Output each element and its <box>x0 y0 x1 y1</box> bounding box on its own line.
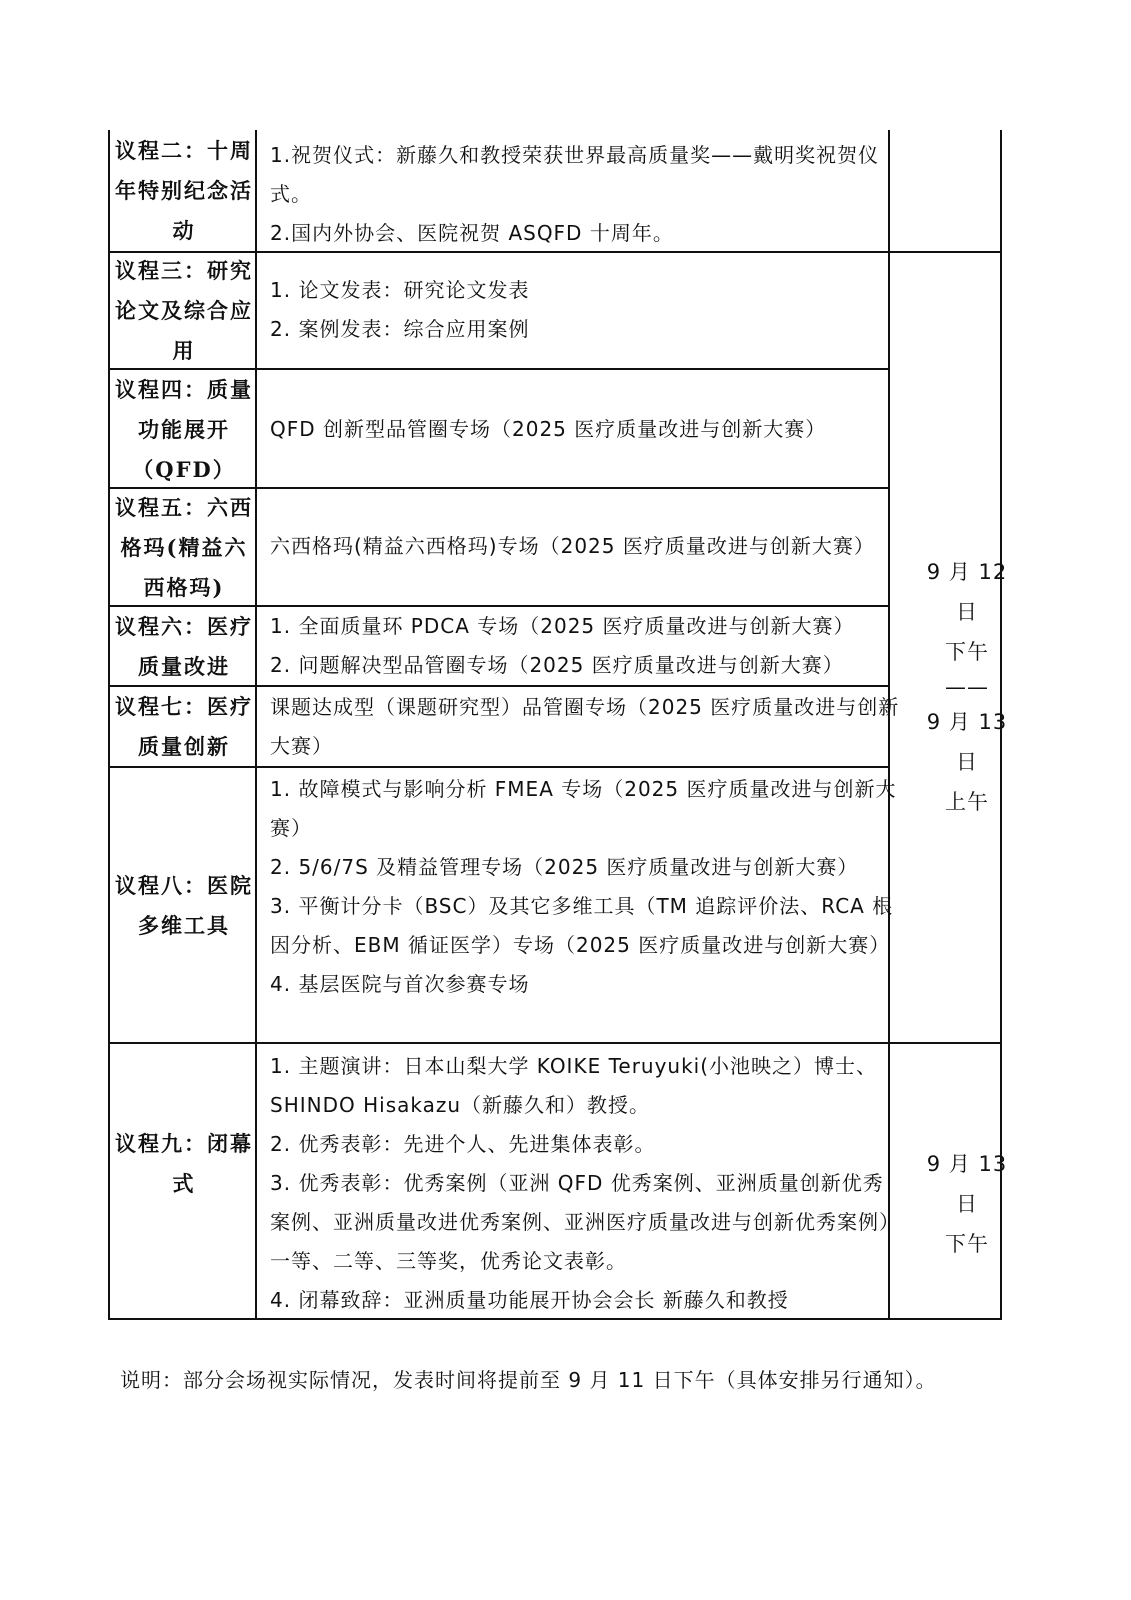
agenda-content <box>270 1047 900 1320</box>
agenda-content <box>270 607 900 685</box>
agenda-label: 议程六：医疗质量改进 <box>115 614 253 679</box>
row-line <box>108 1042 1002 1044</box>
agenda-line: 4. 基层医院与首次参赛专场 <box>270 972 530 996</box>
agenda-line: 1.祝贺仪式：新藤久和教授荣获世界最高质量奖——戴明奖祝贺仪式。 <box>270 143 880 206</box>
agenda-line: 2. 优秀表彰：先进个人、先进集体表彰。 <box>270 1132 656 1156</box>
agenda-line: 3. 平衡计分卡（BSC）及其它多维工具（TM 追踪评价法、RCA 根因分析、EBM 循证医学）专场（2025 医疗质量改进与创新大赛） <box>270 894 894 957</box>
time-line: 9 月 13 日 <box>926 710 1008 774</box>
agenda-line: 1. 全面质量环 PDCA 专场（2025 医疗质量改进与创新大赛） <box>270 614 855 638</box>
agenda-content <box>270 688 900 766</box>
agenda-line: 2. 案例发表：综合应用案例 <box>270 317 530 341</box>
footnote: 说明：部分会场视实际情况，发表时间将提前至 9 月 11 日下午（具体安排另行通知）。 <box>120 1368 937 1392</box>
agenda-line: 1. 主题演讲：日本山梨大学 KOIKE Teruyuki(小池映之）博士、SHINDO Hisakazu（新藤久和）教授。 <box>270 1054 878 1117</box>
session-time-b <box>912 1144 1022 1264</box>
agenda-label: 议程七：医疗质量创新 <box>115 694 253 759</box>
time-line: 9 月 12 日 <box>926 560 1008 624</box>
agenda-line: 2. 问题解决型品管圈专场（2025 医疗质量改进与创新大赛） <box>270 653 844 677</box>
table-border-left <box>108 130 110 1320</box>
session-time-a <box>912 552 1022 822</box>
agenda-content <box>270 770 900 1004</box>
agenda-line: 2.国内外协会、医院祝贺 ASQFD 十周年。 <box>270 221 674 245</box>
agenda-line: 六西格玛(精益六西格玛)专场（2025 医疗质量改进与创新大赛） <box>270 534 875 558</box>
time-line: 下午 <box>945 640 989 664</box>
agenda-line: 3. 优秀表彰：优秀案例（亚洲 QFD 优秀案例、亚洲质量创新优秀案例、亚洲质量改进优秀案例、亚洲医疗质量改进与创新优秀案例）一等、二等、三等奖，优秀论文表彰。 <box>270 1171 900 1273</box>
agenda-line: 1. 故障模式与影响分析 FMEA 专场（2025 医疗质量改进与创新大赛） <box>270 777 897 840</box>
agenda-content <box>270 410 900 449</box>
agenda-line: 课题达成型（课题研究型）品管圈专场（2025 医疗质量改进与创新大赛） <box>270 695 900 758</box>
time-line: 下午 <box>945 1232 989 1256</box>
agenda-content <box>270 271 900 349</box>
agenda-label: 议程二：十周年特别纪念活动 <box>115 138 253 243</box>
agenda-content <box>270 527 900 566</box>
time-line: —— <box>945 675 989 699</box>
agenda-label: 议程三：研究论文及综合应用 <box>115 258 253 363</box>
time-line: 上午 <box>945 790 989 814</box>
agenda-line: 1. 论文发表：研究论文发表 <box>270 278 530 302</box>
agenda-label: 议程四：质量功能展开（QFD） <box>115 377 253 482</box>
agenda-label: 议程五：六西格玛(精益六西格玛) <box>115 495 253 600</box>
agenda-line: 4. 闭幕致辞：亚洲质量功能展开协会会长 新藤久和教授 <box>270 1288 789 1312</box>
agenda-line: QFD 创新型品管圈专场（2025 医疗质量改进与创新大赛） <box>270 417 827 441</box>
agenda-line: 2. 5/6/7S 及精益管理专场（2025 医疗质量改进与创新大赛） <box>270 855 859 879</box>
time-line: 9 月 13 日 <box>926 1152 1008 1216</box>
agenda-label: 议程九：闭幕式 <box>115 1131 253 1196</box>
agenda-content <box>270 136 900 253</box>
agenda-label: 议程八：医院多维工具 <box>115 873 253 938</box>
